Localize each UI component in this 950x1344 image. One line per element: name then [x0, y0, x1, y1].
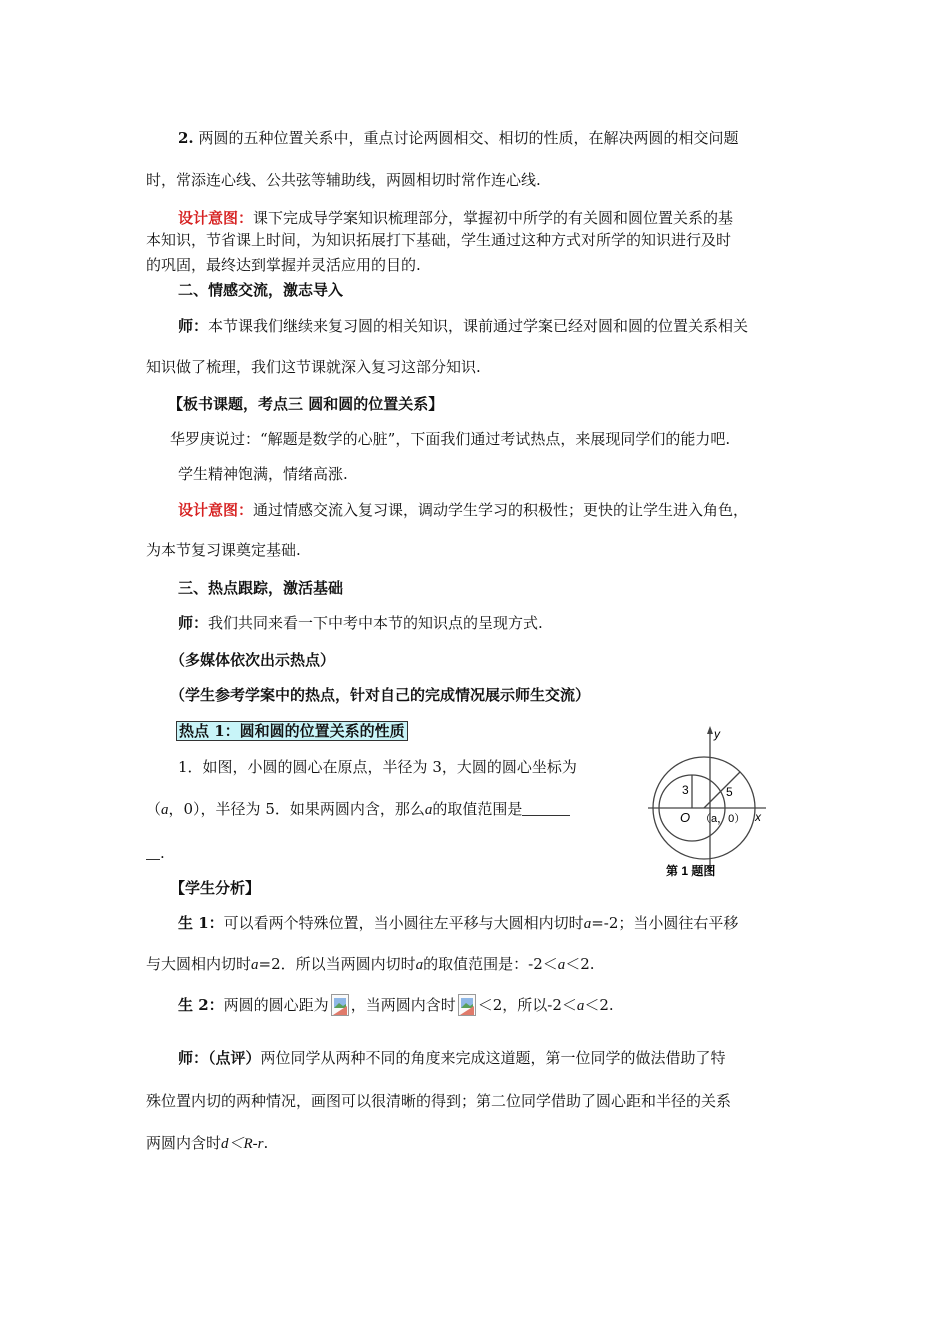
- x-axis-label: x: [755, 810, 761, 824]
- students-reference-note: （学生参考学案中的热点，针对自己的完成情况展示师生交流）: [170, 686, 591, 704]
- text: 时，常添连心线、公共弦等辅助线，两圆相切时常作连心线.: [146, 171, 541, 189]
- multimedia-note: （多媒体依次出示热点）: [170, 651, 336, 669]
- design-intent-1-line3: [146, 255, 421, 275]
- design-intent-1: [178, 208, 733, 228]
- design-intent-label: 设计意图：: [178, 501, 254, 519]
- text: 通过情感交流入复习课，调动学生学习的积极性；更快的让学生进入角色，: [253, 501, 749, 519]
- teacher-comment-line2: 殊位置内切的两种情况，画图可以很清晰的得到；第二位同学借助了圆心距和半径的关系: [146, 1092, 732, 1110]
- teacher-comment-line3: [146, 1133, 268, 1154]
- teacher-comment-line1: [178, 1048, 726, 1068]
- text: 知识做了梳理，我们这节课就深入复习这部分知识.: [146, 358, 481, 376]
- figure-caption: 第 1 题图: [666, 864, 716, 878]
- y-arrow-icon: [707, 726, 713, 734]
- text: 与大圆相内切时: [146, 955, 252, 973]
- student-1-line1: [178, 913, 738, 934]
- variable-a: a: [576, 998, 585, 1014]
- student-1-line2: [146, 954, 595, 975]
- text: ＜2.: [565, 955, 595, 973]
- text: 两圆的圆心距为: [223, 996, 329, 1014]
- variable-a: a: [161, 802, 169, 818]
- student-1-label: 生 1：: [178, 914, 224, 932]
- text: ＜2.: [584, 996, 614, 1014]
- teacher-label: 师：: [178, 1049, 209, 1067]
- small-radius-label: 3: [682, 783, 689, 797]
- teacher-speech-1-line2: [146, 357, 481, 377]
- variable-a: a: [415, 957, 424, 973]
- hotspot-label: 热点 1：圆和圆的位置关系的性质: [176, 721, 408, 741]
- circles-figure: [648, 722, 766, 882]
- broken-image-icon: [458, 994, 476, 1016]
- question-1-line3: [146, 843, 165, 863]
- text: 的巩固，最终达到掌握并灵活应用的目的.: [146, 256, 421, 274]
- text: ＜2，所以-2＜: [477, 996, 577, 1014]
- teacher-speech-1: [178, 316, 748, 336]
- text: ，当两圆内含时: [350, 996, 456, 1014]
- text: 我们共同来看一下中考中本节的知识点的呈现方式.: [208, 614, 543, 632]
- answer-blank: [522, 801, 570, 816]
- text: 课下完成导学案知识梳理部分，掌握初中所学的有关圆和圆位置关系的基: [253, 209, 734, 227]
- text: 本节课我们继续来复习圆的相关知识，课前通过学案已经对圆和圆的位置关系相关: [208, 317, 749, 335]
- section-heading-3: 三、热点跟踪，激活基础: [178, 579, 344, 597]
- text: =-2；当小圆往右平移: [591, 914, 739, 932]
- broken-image-icon: [331, 994, 349, 1016]
- comment-label: （点评）: [208, 1049, 261, 1067]
- variable-a: a: [424, 802, 433, 818]
- y-axis-label: y: [714, 727, 720, 741]
- text: .: [263, 1134, 269, 1152]
- text: 可以看两个特殊位置，当小圆往左平移与大圆相内切时: [223, 914, 584, 932]
- paragraph-2-cont: [146, 170, 541, 190]
- teacher-label: 师：: [178, 614, 209, 632]
- paragraph-2: [178, 128, 738, 148]
- student-2-line: [178, 994, 614, 1016]
- item-number: 2.: [178, 129, 194, 147]
- text: 两圆内含时: [146, 1134, 222, 1152]
- design-intent-2-line2: [146, 540, 301, 560]
- design-intent-1-line2: [146, 230, 731, 250]
- teacher-label: 师：: [178, 317, 209, 335]
- section-heading-2: 二、情感交流，激志导入: [178, 281, 344, 299]
- design-intent-label: 设计意图：: [178, 209, 254, 227]
- text: 为本节复习课奠定基础.: [146, 541, 301, 559]
- text: 两圆的五种位置关系中，重点讨论两圆相交、相切的性质，在解决两圆的相交问题: [198, 129, 739, 147]
- board-title: 【板书课题，考点三 圆和圆的位置关系】: [168, 395, 444, 413]
- center-coordinate-label: （a，0）: [700, 813, 746, 825]
- circles-diagram: [648, 722, 766, 882]
- text: ，0），半径为 5．如果两圆内含，那么: [168, 800, 425, 818]
- text: 的取值范围是：-2＜: [423, 955, 558, 973]
- variable-a: a: [557, 957, 566, 973]
- variable-a: a: [583, 916, 592, 932]
- text: .: [160, 844, 165, 862]
- teacher-speech-2: [178, 613, 543, 633]
- origin-label: O: [680, 810, 691, 825]
- text: （: [146, 800, 162, 818]
- text: 本知识，节省课上时间，为知识拓展打下基础，学生通过这种方式对所学的知识进行及时: [146, 231, 732, 249]
- design-intent-2: [178, 500, 748, 520]
- question-1-line2: [146, 799, 570, 820]
- formula: d＜R-r: [221, 1136, 264, 1152]
- student-2-label: 生 2：: [178, 996, 224, 1014]
- text: =2．所以当两圆内切时: [258, 955, 416, 973]
- student-analysis-heading: 【学生分析】: [170, 879, 261, 897]
- variable-a: a: [251, 957, 259, 973]
- text: 两位同学从两种不同的角度来完成这道题，第一位同学的做法借助了特: [260, 1049, 726, 1067]
- answer-blank-cont: [146, 845, 160, 860]
- students-spirit: 学生精神饱满，情绪高涨.: [178, 465, 348, 483]
- text: 的取值范围是: [432, 800, 523, 818]
- hotspot-1-heading: [176, 721, 408, 741]
- hua-quote: 华罗庚说过：“解题是数学的心脏”，下面我们通过考试热点，来展现同学们的能力吧.: [170, 430, 731, 448]
- question-1-line1: 1．如图，小圆的圆心在原点，半径为 3，大圆的圆心坐标为: [178, 758, 577, 776]
- large-radius-label: 5: [726, 785, 733, 799]
